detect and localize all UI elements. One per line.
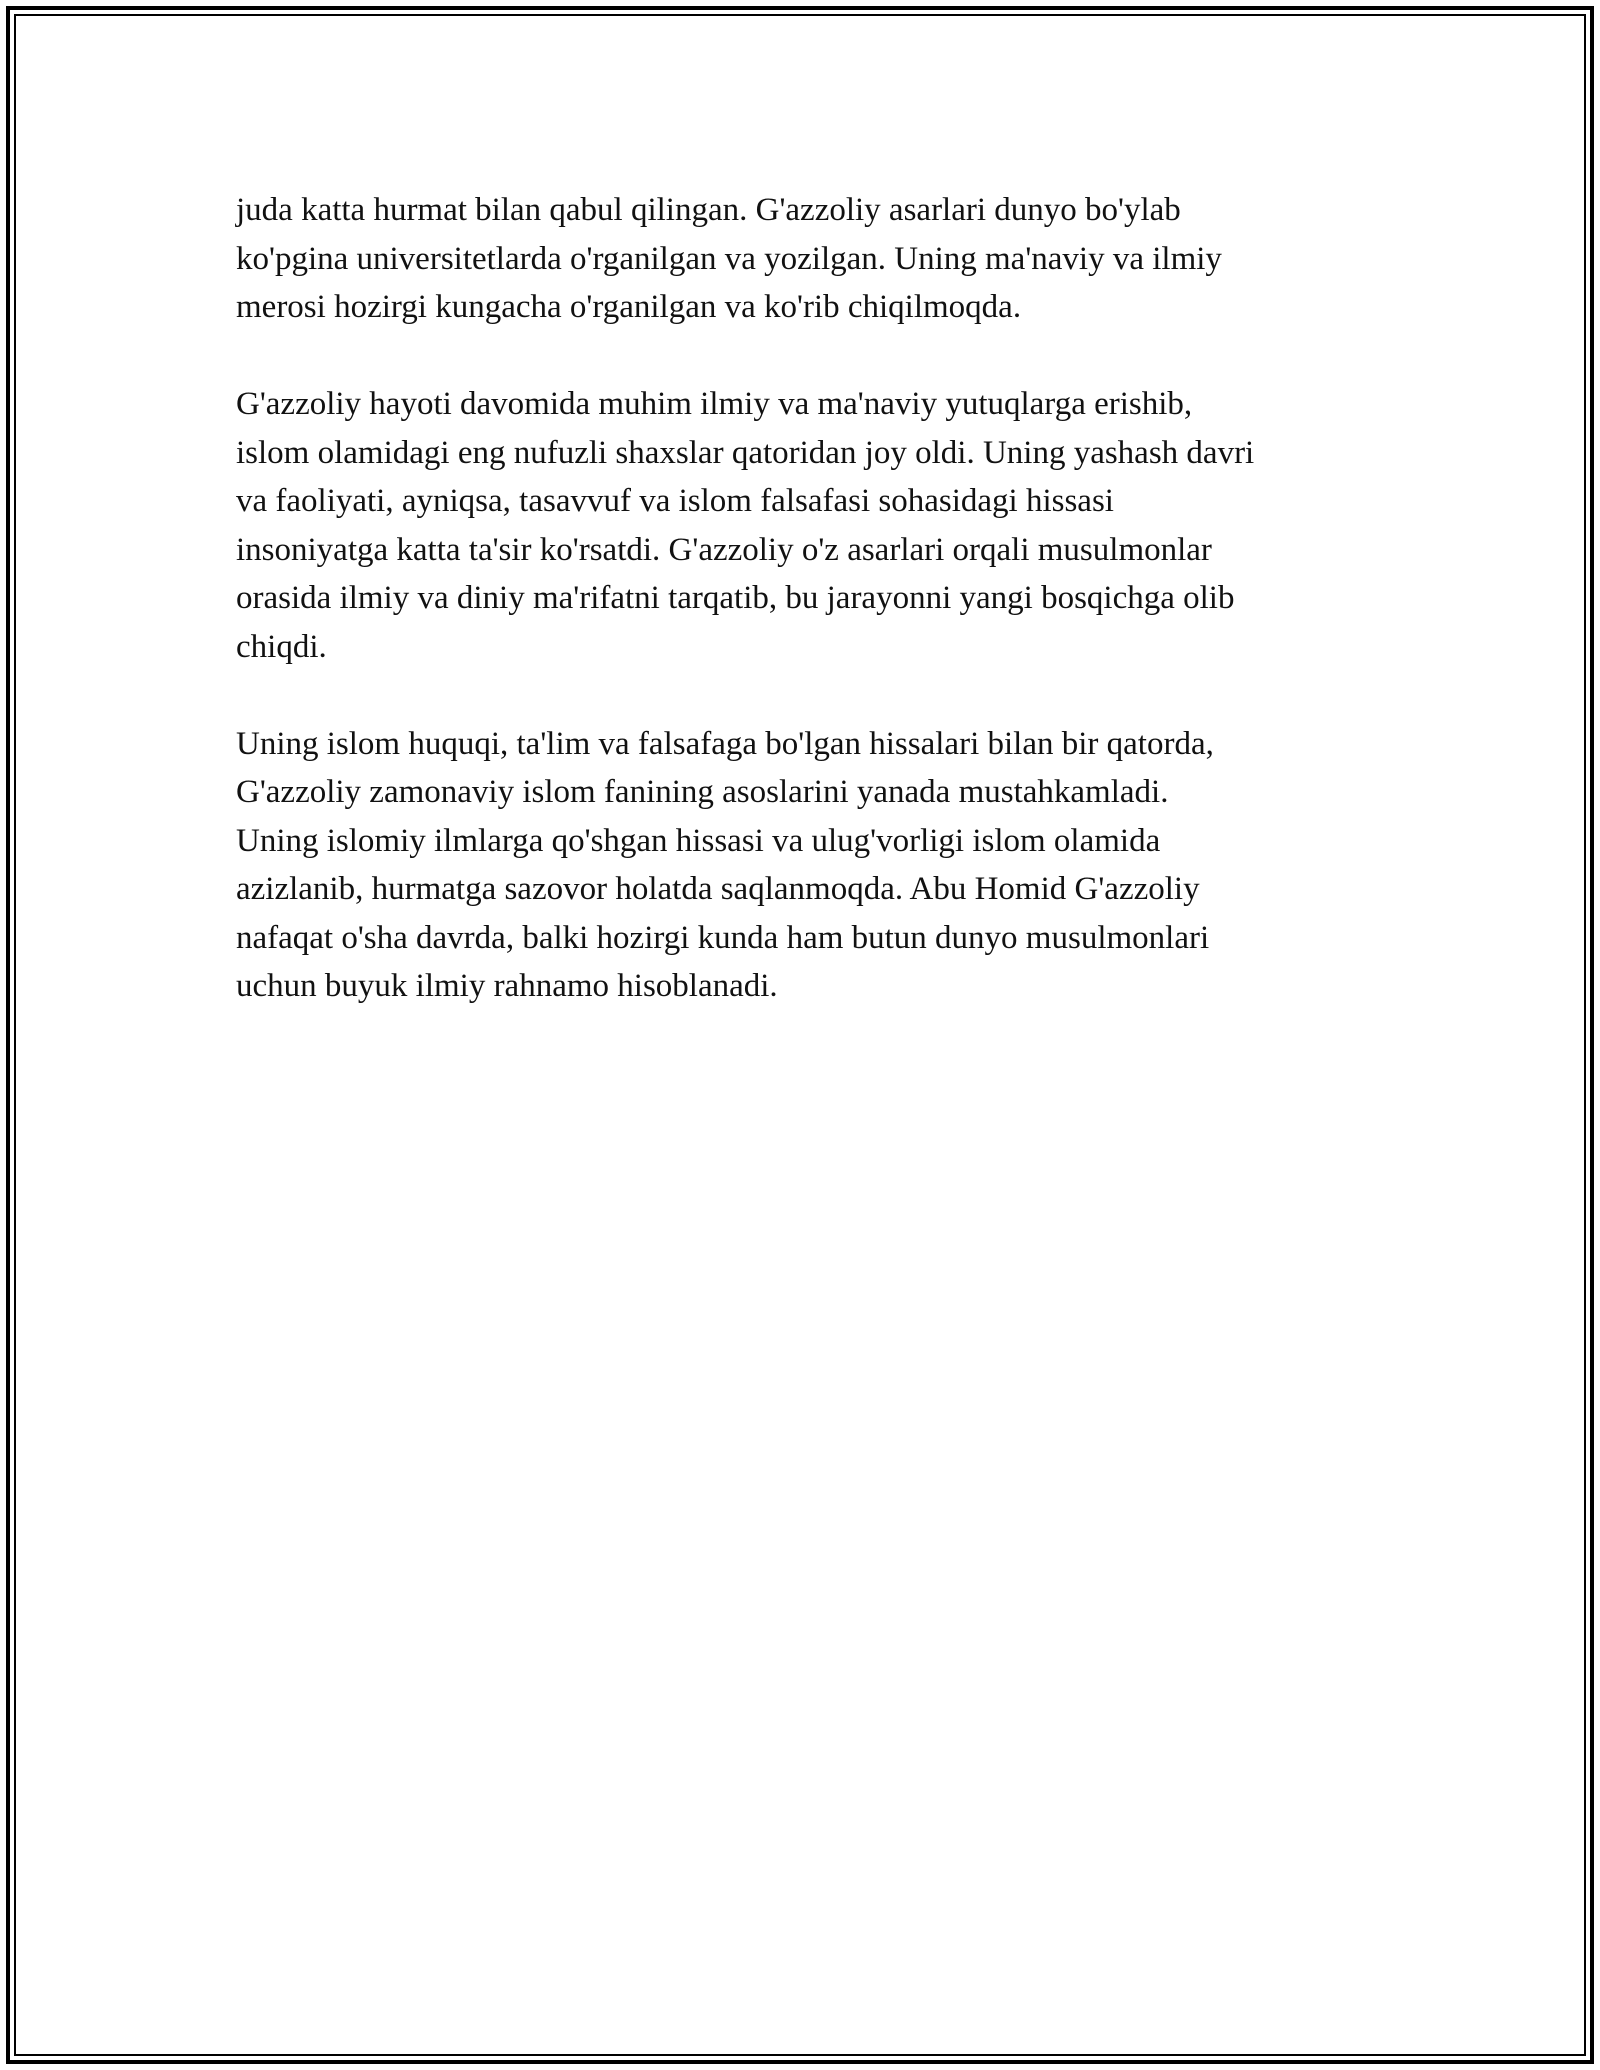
text-line: chiqdi. — [236, 628, 327, 665]
paragraph-2 — [236, 380, 1416, 671]
text-line: G'azzoliy zamonaviy islom fanining asoslarini yanada mustahkamladi. — [236, 774, 1169, 810]
text-line: Uning islom huquqi, ta'lim va falsafaga bo'lgan hissalari bilan bir qatorda, — [236, 725, 1214, 762]
text-line: nafaqat o'sha davrda, balki hozirgi kunda ham butun dunyo musulmonlari — [236, 919, 1210, 956]
text-line: insoniyatga katta ta'sir ko'rsatdi. G'azzoliy o'z asarlari orqali musulmonlar — [236, 531, 1212, 568]
text-line: va faoliyati, ayniqsa, tasavvuf va islom falsafasi sohasidagi hissasi — [236, 483, 1114, 519]
text-line: G'azzoliy hayoti davomida muhim ilmiy va ma'naviy yutuqlarga erishib, — [236, 386, 1193, 422]
paragraph-3 — [236, 720, 1416, 1011]
text-line: azizlanib, hurmatga sazovor holatda saqlanmoqda. Abu Homid G'azzoliy — [236, 871, 1200, 907]
paragraph-1 — [236, 186, 1416, 332]
text-line: uchun buyuk ilmiy rahnamo hisoblanadi. — [236, 968, 778, 1004]
text-line: merosi hozirgi kungacha o'rganilgan va ko'rib chiqilmoqda. — [236, 289, 1022, 325]
text-line: islom olamidagi eng nufuzli shaxslar qatoridan joy oldi. Uning yashash davri — [236, 434, 1255, 471]
text-line: juda katta hurmat bilan qabul qilingan. G'azzoliy asarlari dunyo bo'ylab — [236, 192, 1181, 228]
document-body — [236, 186, 1416, 1059]
text-line: orasida ilmiy va diniy ma'rifatni tarqatib, bu jarayonni yangi bosqichga olib — [236, 580, 1235, 616]
text-line: Uning islomiy ilmlarga qo'shgan hissasi va ulug'vorligi islom olamida — [236, 822, 1161, 859]
text-line: ko'pgina universitetlarda o'rganilgan va yozilgan. Uning ma'naviy va ilmiy — [236, 240, 1222, 277]
